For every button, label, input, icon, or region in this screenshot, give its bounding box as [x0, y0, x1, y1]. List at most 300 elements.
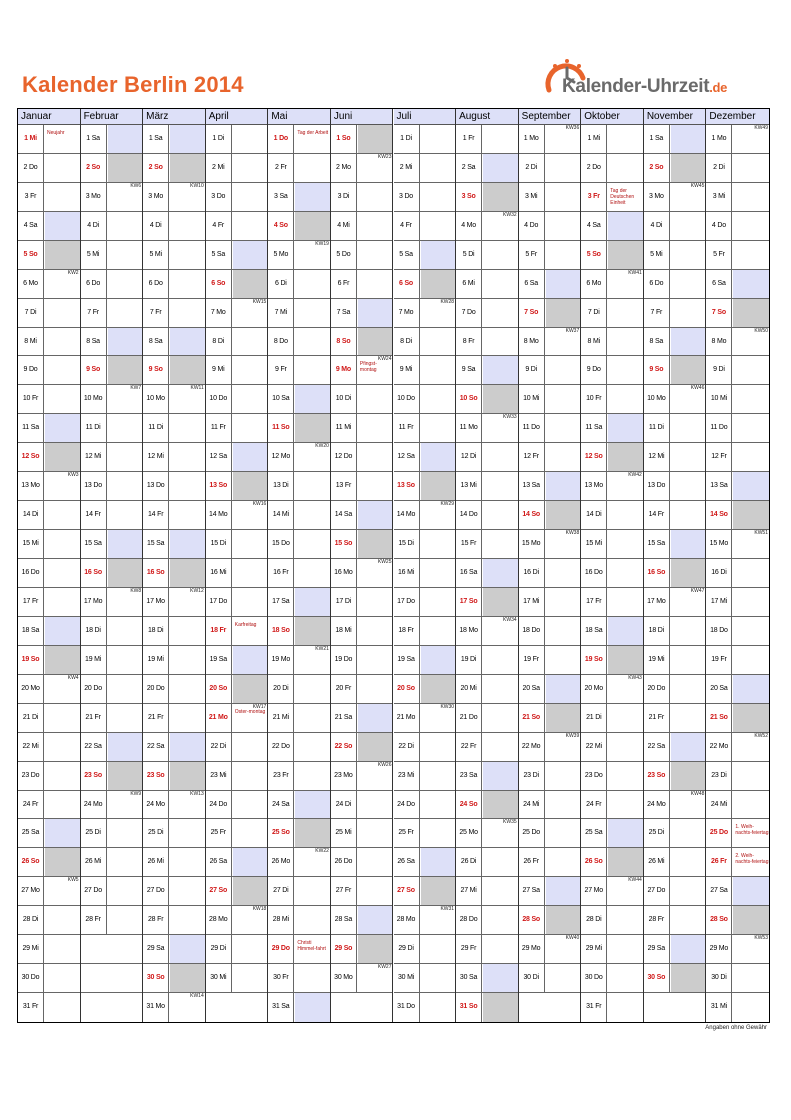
day-note-area	[421, 617, 456, 645]
day-label: 3 Do	[394, 183, 420, 211]
day-cell	[331, 154, 393, 183]
day-cell	[706, 906, 769, 935]
day-note-area	[170, 154, 205, 182]
day-note-area	[608, 443, 643, 471]
day-note-area	[421, 443, 456, 471]
day-cell	[331, 791, 393, 820]
day-label: 17 Mi	[519, 588, 545, 616]
day-cell	[331, 617, 393, 646]
day-note-area	[233, 646, 268, 674]
day-cell	[331, 993, 393, 1022]
day-cell	[644, 993, 706, 1022]
day-label: 11 Fr	[206, 414, 232, 442]
day-cell	[331, 935, 393, 964]
day-label: 7 Fr	[143, 299, 169, 327]
day-cell	[143, 472, 205, 501]
day-note-area	[483, 877, 518, 905]
day-label: 2 Do	[581, 154, 607, 182]
day-cell	[18, 299, 80, 328]
day-label: 22 So	[331, 733, 357, 761]
day-label: 8 Di	[206, 328, 232, 356]
holiday-name: Tag der Arbeit	[297, 130, 329, 136]
day-cell	[644, 848, 706, 877]
day-label: 7 Sa	[331, 299, 357, 327]
day-cell	[268, 762, 330, 791]
day-cell	[268, 241, 330, 270]
day-cell	[331, 501, 393, 530]
day-note-area	[358, 414, 393, 442]
day-cell	[519, 270, 581, 299]
week-number: KW5	[67, 877, 79, 884]
day-label: 7 Fr	[81, 299, 107, 327]
week-number: KW6	[130, 182, 142, 189]
day-note-area	[733, 385, 769, 413]
day-cell	[644, 935, 706, 964]
day-note-area	[733, 125, 769, 153]
day-label: 5 Mo	[268, 241, 294, 269]
day-cell	[394, 704, 456, 733]
day-label: 12 Mo	[268, 443, 294, 471]
day-note-area	[170, 414, 205, 442]
day-label: 22 Fr	[456, 733, 482, 761]
day-label: 1 Di	[206, 125, 232, 153]
day-cell	[581, 328, 643, 357]
day-note-area	[170, 125, 205, 153]
day-cell	[18, 241, 80, 270]
day-cell	[206, 819, 268, 848]
day-note-area	[170, 212, 205, 240]
day-cell	[519, 906, 581, 935]
day-label: 3 Fr	[18, 183, 44, 211]
day-label: 4 Di	[143, 212, 169, 240]
day-cell	[18, 617, 80, 646]
day-note-area	[608, 212, 643, 240]
day-cell	[331, 848, 393, 877]
day-note-area	[108, 385, 143, 413]
day-note-area	[483, 964, 518, 992]
day-label: 5 Mi	[81, 241, 107, 269]
day-label: 26 Sa	[394, 848, 420, 876]
day-note-area	[608, 559, 643, 587]
day-cell	[456, 270, 518, 299]
day-cell	[456, 472, 518, 501]
month-header: Juni	[331, 109, 393, 125]
day-label: 13 Do	[143, 472, 169, 500]
day-cell	[81, 617, 143, 646]
day-note-area	[671, 877, 706, 905]
day-cell	[268, 356, 330, 385]
day-cell	[143, 299, 205, 328]
day-label: 23 Di	[519, 762, 545, 790]
day-label: 23 Do	[581, 762, 607, 790]
day-note-area	[671, 559, 706, 587]
week-number: KW18	[252, 906, 267, 913]
day-note-area	[170, 733, 205, 761]
month-column	[206, 109, 269, 1022]
day-label: 11 Di	[143, 414, 169, 442]
day-cell	[706, 791, 769, 820]
week-number: KW46	[690, 385, 705, 392]
month-header: Dezember	[706, 109, 769, 125]
day-label: 1 Mi	[18, 125, 44, 153]
day-cell	[394, 501, 456, 530]
day-cell	[81, 964, 143, 993]
day-note-area	[546, 530, 581, 558]
day-cell	[18, 443, 80, 472]
day-cell	[206, 472, 268, 501]
day-label: 27 Sa	[519, 877, 545, 905]
day-label: 11 Do	[706, 414, 732, 442]
day-note-area	[671, 472, 706, 500]
day-note-area	[483, 385, 518, 413]
day-note-area	[170, 501, 205, 529]
day-note-area	[733, 154, 769, 182]
day-label: 16 Mo	[331, 559, 357, 587]
day-note-area	[45, 212, 80, 240]
day-note-area	[295, 530, 330, 558]
day-note-area	[295, 414, 330, 442]
day-cell	[331, 906, 393, 935]
day-cell	[519, 356, 581, 385]
day-label: 9 Fr	[268, 356, 294, 384]
day-label: 28 Di	[18, 906, 44, 934]
day-note-area	[608, 125, 643, 153]
holiday-name: Christi Himmel-fahrt	[297, 940, 326, 953]
day-cell	[268, 328, 330, 357]
day-note-area	[671, 906, 706, 934]
day-note-area	[546, 791, 581, 819]
day-cell	[18, 704, 80, 733]
day-cell	[18, 472, 80, 501]
day-note-area	[733, 443, 769, 471]
day-cell	[394, 906, 456, 935]
day-label: 28 Mi	[268, 906, 294, 934]
day-cell	[331, 356, 393, 385]
day-note-area	[733, 183, 769, 211]
day-label: 15 Mo	[706, 530, 732, 558]
day-cell	[81, 443, 143, 472]
day-note-area	[170, 791, 205, 819]
day-cell	[143, 183, 205, 212]
day-label: 3 Fr	[581, 183, 607, 211]
day-label: 11 Do	[519, 414, 545, 442]
holiday-name: Oster-montag	[234, 708, 266, 715]
day-cell	[268, 414, 330, 443]
day-cell	[18, 530, 80, 559]
day-note-area	[45, 559, 80, 587]
day-cell	[18, 385, 80, 414]
day-label: 7 So	[706, 299, 732, 327]
day-note-area	[358, 733, 393, 761]
day-cell	[268, 791, 330, 820]
day-label: 24 Do	[394, 791, 420, 819]
day-label: 25 Di	[143, 819, 169, 847]
day-cell	[519, 819, 581, 848]
day-cell	[143, 993, 205, 1022]
day-note-area	[733, 935, 769, 963]
day-label: 24 Sa	[268, 791, 294, 819]
day-cell	[644, 212, 706, 241]
day-note-area	[483, 762, 518, 790]
day-label: 26 Fr	[706, 848, 732, 876]
day-label: 9 Mo	[331, 356, 357, 384]
day-label: 24 Mo	[644, 791, 670, 819]
day-note-area	[233, 212, 268, 240]
day-note-area	[170, 935, 205, 963]
week-number: KW4	[67, 674, 79, 681]
holiday-name: Karfreitag	[234, 621, 257, 628]
day-label: 29 Mo	[519, 935, 545, 963]
day-cell	[268, 299, 330, 328]
day-note-area	[608, 993, 643, 1022]
day-label: 28 Fr	[143, 906, 169, 934]
day-note-area	[483, 791, 518, 819]
day-cell	[644, 501, 706, 530]
day-label: 11 Fr	[394, 414, 420, 442]
day-label: 14 Sa	[331, 501, 357, 529]
day-note-area	[608, 414, 643, 442]
day-note-area	[733, 819, 769, 847]
day-label: 2 Di	[706, 154, 732, 182]
day-cell	[143, 328, 205, 357]
day-cell	[81, 704, 143, 733]
day-label: 23 So	[143, 762, 169, 790]
day-note-area	[671, 675, 706, 703]
day-cell	[331, 328, 393, 357]
day-cell	[519, 299, 581, 328]
day-cell	[394, 675, 456, 704]
day-note-area	[233, 733, 268, 761]
day-cell	[456, 125, 518, 154]
day-label: 20 Mi	[456, 675, 482, 703]
day-label: 10 Mo	[143, 385, 169, 413]
day-cell	[206, 848, 268, 877]
day-label: 27 Do	[644, 877, 670, 905]
day-cell	[644, 299, 706, 328]
day-note-area	[483, 356, 518, 384]
day-note-area	[233, 299, 268, 327]
day-note-area	[421, 501, 456, 529]
day-cell	[706, 183, 769, 212]
day-label: 14 Mo	[394, 501, 420, 529]
day-label: 25 Sa	[18, 819, 44, 847]
day-note-area	[421, 906, 456, 934]
day-label: 25 So	[268, 819, 294, 847]
day-cell	[394, 183, 456, 212]
day-note-area	[546, 385, 581, 413]
week-number: KW45	[690, 182, 705, 189]
day-label: 2 Sa	[456, 154, 482, 182]
day-cell	[331, 675, 393, 704]
day-cell	[644, 559, 706, 588]
day-label: 10 Do	[394, 385, 420, 413]
month-header: Juli	[394, 109, 456, 125]
day-cell	[394, 154, 456, 183]
day-note-area	[546, 906, 581, 934]
day-note-area	[733, 704, 769, 732]
month-header: Februar	[81, 109, 143, 125]
day-label: 20 Sa	[706, 675, 732, 703]
day-cell	[706, 530, 769, 559]
day-note-area	[421, 964, 456, 992]
month-column	[18, 109, 81, 1022]
day-cell	[206, 299, 268, 328]
day-label: 8 Sa	[143, 328, 169, 356]
day-cell	[143, 241, 205, 270]
day-label: 19 Sa	[206, 646, 232, 674]
day-cell	[81, 935, 143, 964]
day-cell	[644, 183, 706, 212]
day-note-area	[170, 617, 205, 645]
day-cell	[581, 906, 643, 935]
day-label: 11 So	[268, 414, 294, 442]
day-note-area	[108, 906, 143, 934]
day-cell	[456, 646, 518, 675]
day-cell	[644, 241, 706, 270]
day-label: 11 Di	[644, 414, 670, 442]
day-label: 10 Fr	[18, 385, 44, 413]
day-note-area	[45, 935, 80, 963]
day-note-area	[483, 848, 518, 876]
day-note-area	[733, 964, 769, 992]
day-cell	[519, 877, 581, 906]
day-cell	[519, 848, 581, 877]
day-label: 28 Fr	[81, 906, 107, 934]
day-cell	[143, 733, 205, 762]
day-label: 1 Sa	[81, 125, 107, 153]
day-label: 25 Do	[706, 819, 732, 847]
day-note-area	[671, 733, 706, 761]
day-label: 17 Mo	[143, 588, 169, 616]
day-cell	[268, 270, 330, 299]
day-cell	[644, 414, 706, 443]
day-label: 11 Sa	[18, 414, 44, 442]
day-label: 15 So	[331, 530, 357, 558]
day-note-area	[295, 733, 330, 761]
day-note-area	[358, 356, 393, 384]
day-note-area	[170, 385, 205, 413]
day-label: 3 Mo	[143, 183, 169, 211]
month-column	[394, 109, 457, 1022]
day-label: 18 Fr	[206, 617, 232, 645]
day-cell	[143, 588, 205, 617]
day-note-area	[170, 848, 205, 876]
day-label: 18 Do	[519, 617, 545, 645]
day-cell	[581, 819, 643, 848]
day-cell	[81, 848, 143, 877]
day-label: 17 Mo	[81, 588, 107, 616]
day-note-area	[546, 472, 581, 500]
day-label: 15 Mo	[519, 530, 545, 558]
day-label: 16 So	[81, 559, 107, 587]
day-label: 13 Sa	[519, 472, 545, 500]
day-cell	[456, 501, 518, 530]
day-cell	[519, 559, 581, 588]
day-cell	[268, 906, 330, 935]
day-note-area	[733, 212, 769, 240]
day-cell	[519, 993, 581, 1022]
day-note-area	[295, 906, 330, 934]
day-note-area	[108, 125, 143, 153]
day-label: 7 Do	[456, 299, 482, 327]
day-note-area	[108, 241, 143, 269]
day-label: 29 Mi	[18, 935, 44, 963]
day-note-area	[546, 848, 581, 876]
day-label: 30 Do	[581, 964, 607, 992]
day-note-area	[358, 212, 393, 240]
day-label: 19 Fr	[706, 646, 732, 674]
day-note-area	[483, 443, 518, 471]
day-cell	[581, 125, 643, 154]
day-label: 15 Sa	[81, 530, 107, 558]
week-number: KW39	[565, 732, 580, 739]
holiday-name: 1. Weih-nachts-feiertag	[735, 824, 769, 837]
day-cell	[81, 125, 143, 154]
day-label: 27 Di	[268, 877, 294, 905]
day-note-area	[546, 241, 581, 269]
day-note-area	[170, 588, 205, 616]
day-note-area	[108, 356, 143, 384]
day-note-area	[421, 791, 456, 819]
day-note-area	[421, 762, 456, 790]
day-note-area	[421, 559, 456, 587]
day-label: 23 So	[644, 762, 670, 790]
day-label: 30 Di	[706, 964, 732, 992]
day-cell	[581, 183, 643, 212]
day-cell	[143, 356, 205, 385]
brand-logo[interactable]	[543, 56, 773, 104]
day-label: 13 So	[206, 472, 232, 500]
day-cell	[519, 501, 581, 530]
month-header: März	[143, 109, 205, 125]
day-note-area	[546, 501, 581, 529]
day-label: 29 Sa	[143, 935, 169, 963]
day-label: 8 Mo	[706, 328, 732, 356]
day-label: 24 Di	[331, 791, 357, 819]
day-note-area	[546, 125, 581, 153]
day-note-area	[608, 935, 643, 963]
day-note-area	[45, 385, 80, 413]
day-note-area	[170, 183, 205, 211]
day-label: 21 Mo	[206, 704, 232, 732]
day-note-area	[358, 675, 393, 703]
day-label: 31 So	[456, 993, 482, 1022]
day-cell	[81, 501, 143, 530]
day-label: 3 Mo	[81, 183, 107, 211]
day-cell	[206, 646, 268, 675]
day-note-area	[108, 559, 143, 587]
day-label: 28 Di	[581, 906, 607, 934]
day-label: 2 Do	[18, 154, 44, 182]
day-label: 4 Do	[706, 212, 732, 240]
day-cell	[394, 125, 456, 154]
day-label: 26 Mi	[81, 848, 107, 876]
day-note-area	[733, 299, 769, 327]
day-cell	[644, 675, 706, 704]
day-note-area	[733, 617, 769, 645]
day-cell	[18, 154, 80, 183]
brand-logo-text	[562, 76, 727, 98]
day-note-area	[421, 356, 456, 384]
day-label: 8 Di	[394, 328, 420, 356]
day-cell	[394, 212, 456, 241]
day-label: 17 Sa	[268, 588, 294, 616]
day-cell	[81, 559, 143, 588]
day-cell	[206, 877, 268, 906]
day-cell	[81, 675, 143, 704]
day-note-area	[45, 299, 80, 327]
month-column	[81, 109, 144, 1022]
